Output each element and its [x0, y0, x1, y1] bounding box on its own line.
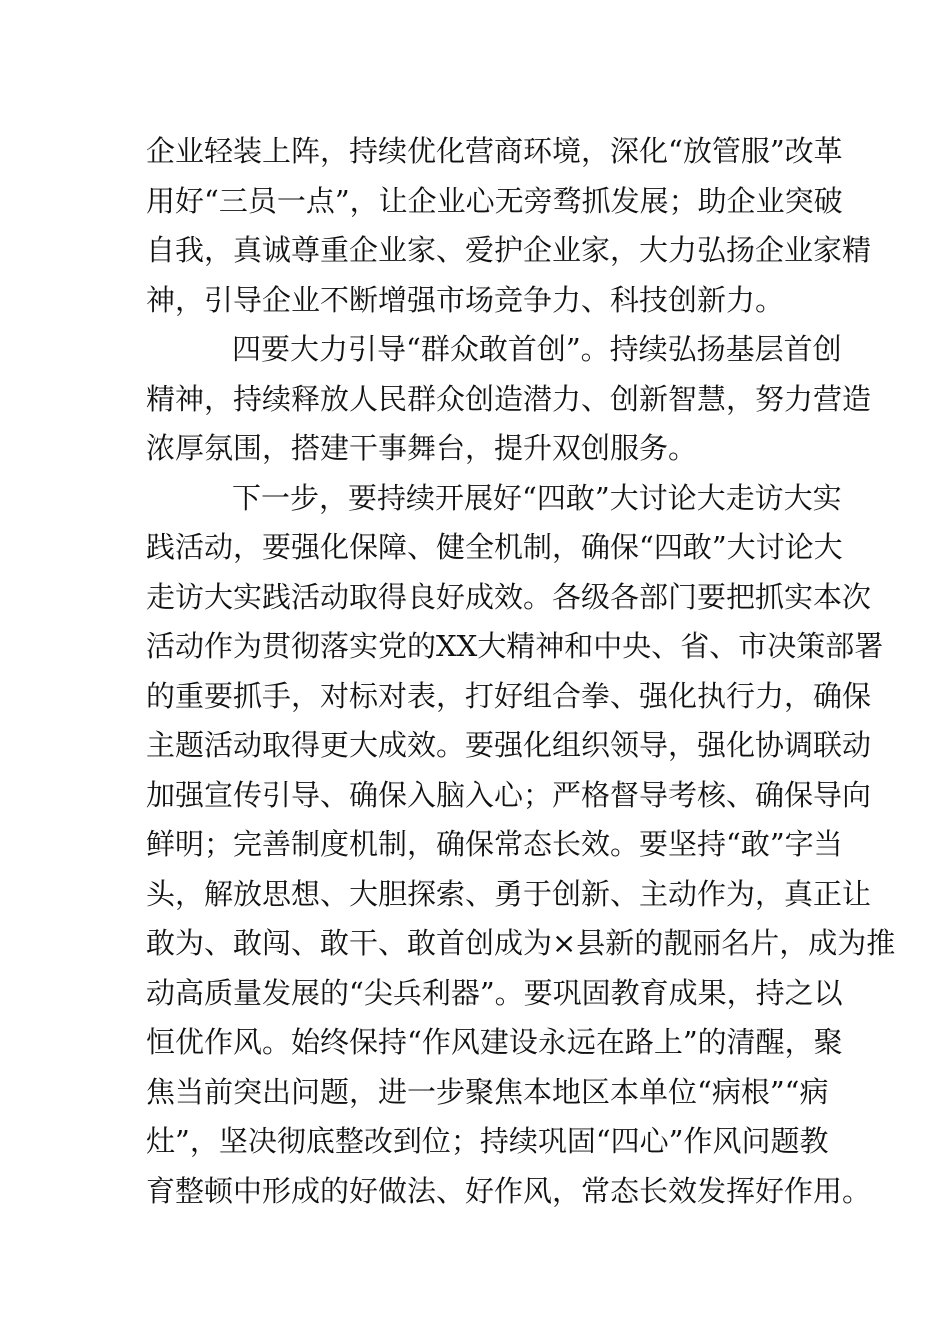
text-line: 焦当前突出问题，进一步聚焦本地区本单位“病根”“病: [146, 1074, 829, 1109]
text-line: 头，解放思想、大胆探索、勇于创新、主动作为，真正让: [146, 876, 872, 911]
text-line: 活动作为贯彻落实党的XX大精神和中央、省、市决策部署: [146, 629, 884, 663]
text-line: 加强宣传引导、确保入脑入心；严格督导考核、确保导向: [146, 777, 872, 812]
paragraph-start-line: 下一步，要持续开展好“四敢”大讨论大走访大实: [232, 480, 842, 515]
text-line: 精神，持续释放人民群众创造潜力、创新智慧，努力营造: [146, 381, 872, 416]
text-line: 主题活动取得更大成效。要强化组织领导，强化协调联动: [146, 728, 872, 762]
text-line: 恒优作风。始终保持“作风建设永远在路上”的清醒，聚: [146, 1025, 843, 1059]
text-line: 自我，真诚尊重企业家、爱护企业家，大力弘扬企业家精: [146, 233, 872, 267]
body-text: [146, 127, 896, 1216]
text-line: 动高质量发展的“尖兵利器”。要巩固教育成果，持之以: [146, 975, 843, 1010]
text-line: 育整顿中形成的好做法、好作风，常态长效发挥好作用。: [146, 1173, 872, 1208]
paragraph-start-line: 四要大力引导“群众敢首创”。持续弘扬基层首创: [232, 332, 842, 366]
text-line: 神，引导企业不断增强市场竞争力、科技创新力。: [146, 282, 785, 317]
text-line: 践活动，要强化保障、健全机制，确保“四敢”大讨论大: [146, 530, 843, 564]
text-line: 的重要抓手，对标对表，打好组合拳、强化执行力，确保: [146, 678, 872, 713]
text-line: 敢为、敢闯、敢干、敢首创成为×县新的靓丽名片，成为推: [146, 926, 896, 960]
text-line: 走访大实践活动取得良好成效。各级各部门要把抓实本次: [146, 579, 872, 614]
text-line: 企业轻装上阵，持续优化营商环境，深化“放管服”改革: [146, 134, 843, 168]
text-line: 浓厚氛围，搭建干事舞台，提升双创服务。: [146, 431, 698, 465]
text-line: 鲜明；完善制度机制，确保常态长效。要坚持“敢”字当: [146, 827, 843, 861]
text-line: 灶”，坚决彻底整改到位；持续巩固“四心”作风问题教: [146, 1124, 829, 1158]
text-line: 用好“三员一点”，让企业心无旁骛抓发展；助企业突破: [146, 183, 843, 218]
